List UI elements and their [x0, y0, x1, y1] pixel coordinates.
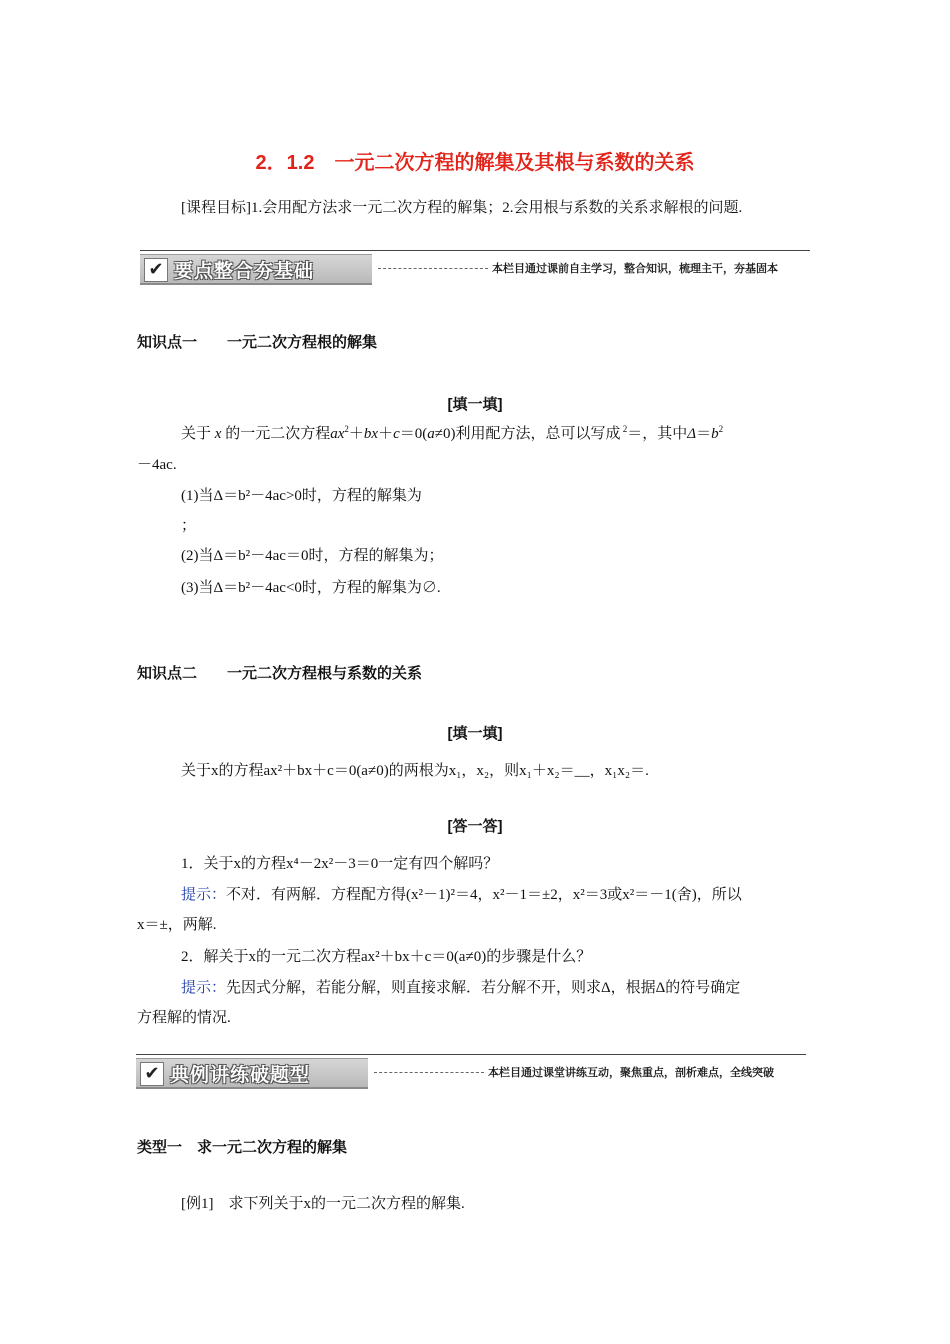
- answer-1-line2: x＝±，两解.: [137, 917, 217, 933]
- knowledge-point-1-heading: 知识点一 一元二次方程根的解集: [137, 334, 378, 351]
- text-segment: 不对．有两解．方程配方得(x²－1)²＝4，x²－1＝±2，x²＝3或x²＝－1(舍)，所以: [226, 887, 742, 903]
- text-segment: 的一元二次方程: [225, 426, 331, 442]
- course-goal-text: 1.会用配方法求一元二次方程的解集；2.会用根与系数的关系求解根的问题.: [251, 200, 743, 216]
- knowledge-point-2-heading: 知识点二 一元二次方程根与系数的关系: [137, 665, 423, 682]
- question-1: 1．关于x的方程x⁴－2x²－3＝0一定有四个解吗？: [181, 856, 499, 872]
- text-segment: 先因式分解，若能分解，则直接求解．若分解不开，则求Δ，根据Δ的符号确定: [226, 980, 741, 996]
- answer-label: [答一答]: [447, 818, 503, 835]
- banner-box: [140, 254, 372, 285]
- fill-in-label-2: [填一填]: [447, 725, 503, 742]
- example-text: 求下列关于x的一元二次方程的解集.: [228, 1196, 465, 1212]
- banner-dash-line: [374, 1072, 484, 1073]
- hint-label: 提示：: [181, 887, 227, 903]
- case-3: (3)当Δ＝b²－4ac<0时，方程的解集为∅.: [181, 580, 441, 596]
- example-label: [例1]: [181, 1196, 214, 1212]
- section-banner-examples: [136, 1058, 806, 1088]
- section1-line1: 关于 x 的一元二次方程$ax^2+bx+c=0(a\ne 0)$利用配方法，总可以写成 $^2$＝，其中$\Delta=b^2$: [181, 424, 724, 442]
- section2-line1: 关于x的方程ax²＋bx＋c＝0(a≠0)的两根为x₁，x₂，则x₁＋x₂＝__，x₁x₂＝.: [181, 763, 649, 779]
- page-title: 2．1.2 一元二次方程的解集及其根与系数的关系: [255, 152, 695, 174]
- banner-rule: [140, 250, 810, 251]
- section1-line2: －4ac.: [137, 457, 177, 473]
- hint-label: 提示：: [181, 980, 227, 996]
- banner-note: 本栏目通过课堂讲练互动，聚焦重点，剖析难点，全线突破: [488, 1067, 774, 1079]
- banner-note: 本栏目通过课前自主学习，整合知识，梳理主干，夯基固本: [492, 263, 778, 275]
- banner-heading: 典例讲练破题型: [170, 1064, 311, 1086]
- answer-2-line1: [181, 977, 740, 999]
- text-segment: 利用配方法，总可以写成: [455, 426, 621, 442]
- example-1: [181, 1193, 465, 1215]
- answer-1-line1: [181, 884, 742, 906]
- checkmark-icon: ✔: [140, 1062, 164, 1086]
- text-segment: ＝，其中: [627, 426, 688, 442]
- section-banner-basics: [140, 254, 810, 284]
- answer-2-line2: 方程解的情况.: [137, 1010, 231, 1026]
- type-1-heading: 类型一 求一元二次方程的解集: [137, 1139, 348, 1156]
- text-segment: 关于: [181, 426, 212, 442]
- banner-dash-line: [378, 268, 488, 269]
- banner-rule: [136, 1054, 806, 1055]
- case-1-tail: ；: [181, 518, 197, 534]
- course-goal-label: [课程目标]: [181, 200, 251, 216]
- banner-box: [136, 1058, 368, 1089]
- case-1: (1)当Δ＝b²－4ac>0时，方程的解集为: [181, 488, 422, 504]
- checkmark-icon: ✔: [144, 258, 168, 282]
- fill-in-label-1: [填一填]: [447, 396, 503, 413]
- case-2: (2)当Δ＝b²－4ac＝0时，方程的解集为；: [181, 548, 444, 564]
- banner-heading: 要点整合夯基础: [174, 260, 315, 282]
- course-goal: [181, 197, 742, 219]
- question-2: 2．解关于x的一元二次方程ax²＋bx＋c＝0(a≠0)的步骤是什么？: [181, 949, 592, 965]
